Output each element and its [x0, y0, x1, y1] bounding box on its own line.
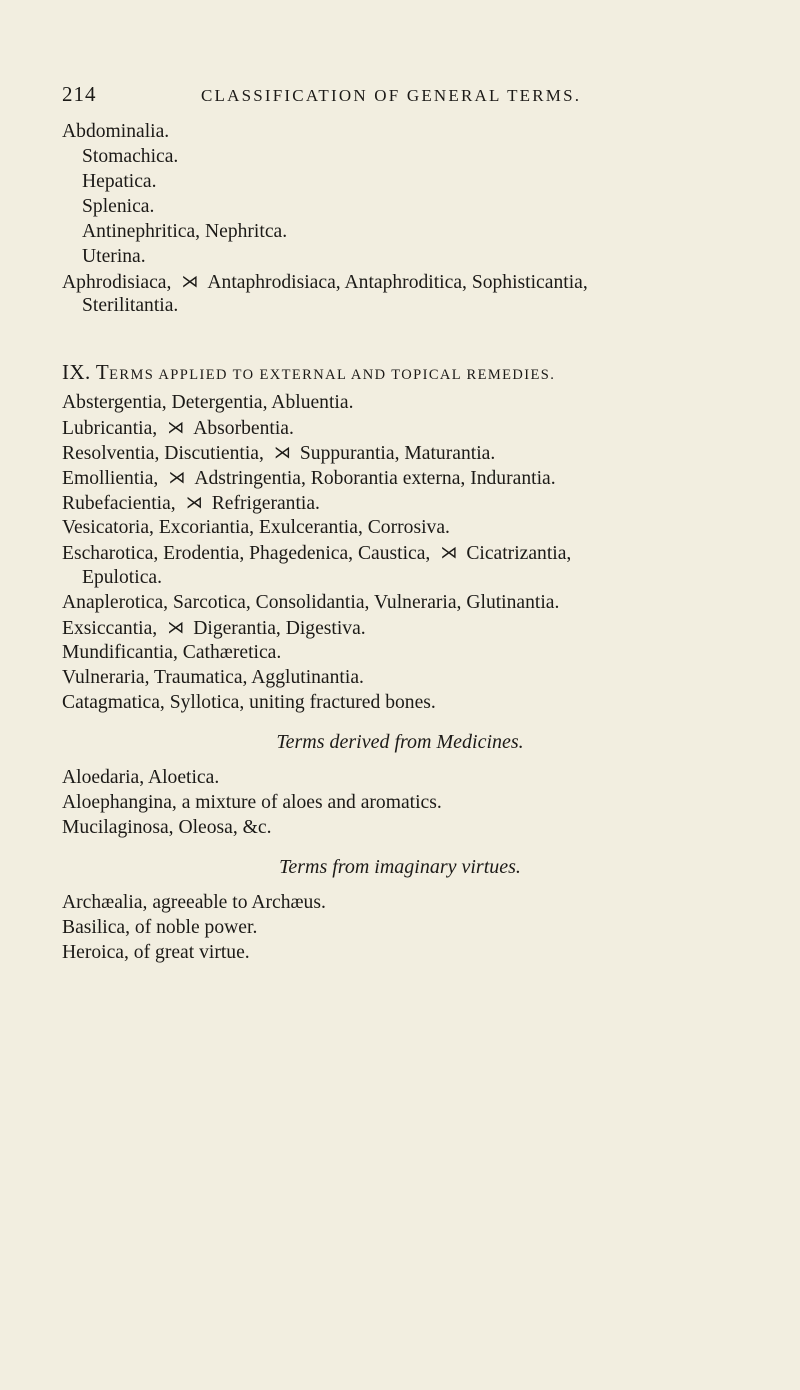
section-title: ERMS APPLIED TO EXTERNAL AND TOPICAL REMEDIES. [109, 367, 556, 383]
list-item: Aloedaria, Aloetica. [62, 767, 220, 788]
opposition-symbol-icon: ⋊ [185, 493, 203, 512]
list-item: Heroica, of great virtue. [62, 942, 250, 963]
list-item: Splenica. [82, 196, 155, 217]
term-left: Escharotica, Erodentia, Phagedenica, Caustica, [62, 543, 431, 564]
term-left: Exsiccantia, [62, 618, 158, 639]
term-left: Emollientia, [62, 468, 159, 489]
term-line [62, 617, 366, 640]
imaginary-heading: Terms from imaginary virtues. [279, 856, 521, 878]
term-line [62, 492, 320, 515]
term-right: Refrigerantia. [211, 493, 320, 514]
opposition-symbol-icon: ⋊ [181, 272, 199, 291]
list-item: Archæalia, agreeable to Archæus. [62, 892, 326, 913]
section-first-letter: T [95, 360, 110, 384]
term-line: Anaplerotica, Sarcotica, Consolidantia, Vulneraria, Glutinantia. [62, 592, 560, 613]
list-item: Stomachica. [82, 146, 179, 167]
running-title: CLASSIFICATION OF GENERAL TERMS. [201, 86, 582, 105]
list-item: Uterina. [82, 246, 146, 267]
list-item: Basilica, of noble power. [62, 917, 258, 938]
term-line [62, 467, 556, 490]
term-right: Antaphrodisiaca, Antaphroditica, Sophisticantia, [207, 272, 588, 293]
list-item: Hepatica. [82, 171, 157, 192]
term-left: Rubefacientia, [62, 493, 176, 514]
section-heading [62, 360, 555, 385]
list-item: Antinephritica, Nephritca. [82, 221, 288, 242]
term-left: Aphrodisiaca, [62, 272, 172, 293]
opposition-symbol-icon: ⋊ [273, 443, 291, 462]
term-line: Catagmatica, Syllotica, uniting fractured bones. [62, 692, 436, 713]
list-item: Aloephangina, a mixture of aloes and aromatics. [62, 792, 442, 813]
opposition-symbol-icon: ⋊ [167, 418, 185, 437]
term-left: Lubricantia, [62, 418, 158, 439]
term-right: Cicatrizantia, [466, 543, 572, 564]
page-header [62, 82, 762, 112]
section-numeral: IX. [62, 360, 91, 384]
term-line [62, 542, 571, 565]
term-right: Suppurantia, Maturantia. [299, 443, 496, 464]
list-item: Mucilaginosa, Oleosa, &c. [62, 817, 272, 838]
term-line [62, 442, 495, 465]
term-right: Absorbentia. [193, 418, 294, 439]
opposition-symbol-icon: ⋊ [440, 543, 458, 562]
opposition-symbol-icon: ⋊ [167, 618, 185, 637]
aphrodisiaca-continuation: Sterilitantia. [82, 295, 179, 316]
page-number: 214 [62, 82, 97, 106]
term-line: Abstergentia, Detergentia, Abluentia. [62, 392, 354, 413]
medicines-heading: Terms derived from Medicines. [276, 731, 524, 753]
term-line [62, 417, 294, 440]
term-right: Digerantia, Digestiva. [193, 618, 366, 639]
opposition-symbol-icon: ⋊ [168, 468, 186, 487]
aphrodisiaca-line [62, 271, 588, 294]
term-continuation: Epulotica. [82, 567, 162, 588]
term-line: Vulneraria, Traumatica, Agglutinantia. [62, 667, 364, 688]
term-left: Resolventia, Discutientia, [62, 443, 264, 464]
term-line: Vesicatoria, Excoriantia, Exulcerantia, Corrosiva. [62, 517, 450, 538]
term-right: Adstringentia, Roborantia externa, Indurantia. [194, 468, 556, 489]
term-line: Mundificantia, Cathæretica. [62, 642, 282, 663]
abdominalia-title: Abdominalia. [62, 121, 170, 142]
